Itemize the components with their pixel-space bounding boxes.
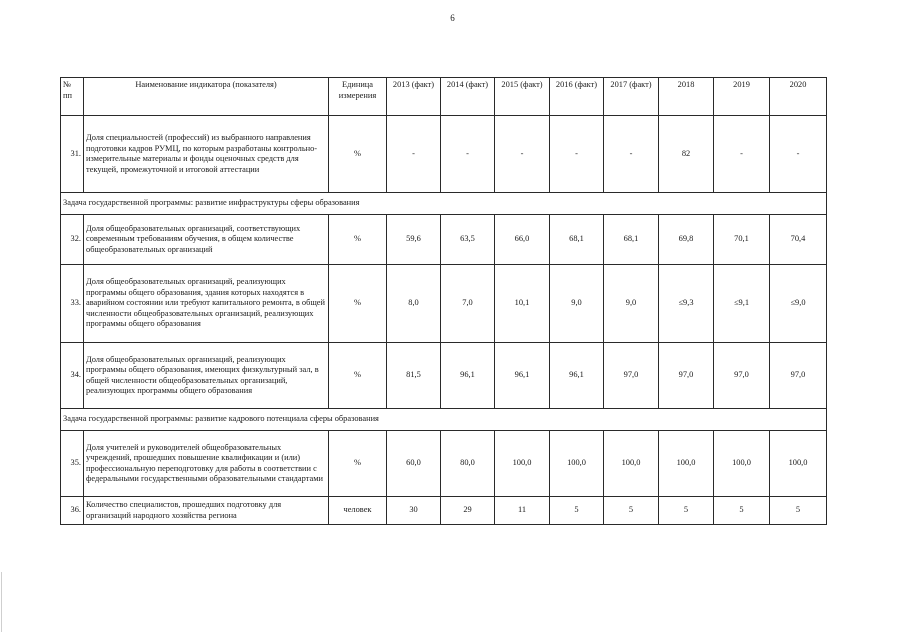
unit-cell: %	[329, 431, 387, 497]
header-num: № пп	[61, 78, 84, 116]
indicators-table	[60, 77, 827, 525]
value-2019: 70,1	[714, 215, 770, 265]
value-2018: 97,0	[659, 343, 714, 409]
indicator-name: Доля общеобразовательных организаций, соответствующих современным требованиям обучения, в общем количестве общеобразовательных организаций	[84, 215, 329, 265]
value-2016: 100,0	[550, 431, 604, 497]
row-number: 36.	[61, 497, 84, 525]
indicator-name: Доля учителей и руководителей общеобразовательных учреждений, прошедших повышение квалификации и (или) профессиональную переподготовку для работы в соответствии с федеральными государственными образовательными стандартами	[84, 431, 329, 497]
page-number: 6	[450, 13, 455, 23]
indicator-name: Количество специалистов, прошедших подготовку для организаций народного хозяйства региона	[84, 497, 329, 525]
value-2018: 82	[659, 116, 714, 193]
value-2020: 100,0	[770, 431, 827, 497]
value-2015: 10,1	[495, 265, 550, 343]
table-header-row	[61, 78, 827, 116]
table-row	[61, 265, 827, 343]
value-2017: 97,0	[604, 343, 659, 409]
value-2017: 9,0	[604, 265, 659, 343]
task-heading: Задача государственной программы: развитие инфраструктуры сферы образования	[61, 193, 827, 215]
value-2016: -	[550, 116, 604, 193]
row-number: 31.	[61, 116, 84, 193]
header-2017: 2017 (факт)	[604, 78, 659, 116]
value-2015: 96,1	[495, 343, 550, 409]
value-2013: 81,5	[387, 343, 441, 409]
value-2018: 5	[659, 497, 714, 525]
value-2014: 96,1	[441, 343, 495, 409]
header-name: Наименование индикатора (показателя)	[84, 78, 329, 116]
table-row	[61, 431, 827, 497]
table-row	[61, 343, 827, 409]
row-number: 33.	[61, 265, 84, 343]
task-row	[61, 409, 827, 431]
value-2013: -	[387, 116, 441, 193]
header-unit: Единица измерения	[329, 78, 387, 116]
header-2013: 2013 (факт)	[387, 78, 441, 116]
value-2013: 60,0	[387, 431, 441, 497]
value-2020: ≤9,0	[770, 265, 827, 343]
unit-cell: %	[329, 265, 387, 343]
value-2020: 5	[770, 497, 827, 525]
header-2016: 2016 (факт)	[550, 78, 604, 116]
value-2017: 68,1	[604, 215, 659, 265]
value-2015: 100,0	[495, 431, 550, 497]
value-2018: ≤9,3	[659, 265, 714, 343]
value-2020: -	[770, 116, 827, 193]
value-2014: 7,0	[441, 265, 495, 343]
value-2019: 97,0	[714, 343, 770, 409]
indicator-name: Доля общеобразовательных организаций, реализующих программы общего образования, здания которых находятся в аварийном состоянии или требуют капитального ремонта, в общей численности общеобразовательных организаций, реализующих программы общего образования	[84, 265, 329, 343]
table-row	[61, 215, 827, 265]
header-2015: 2015 (факт)	[495, 78, 550, 116]
task-heading: Задача государственной программы: развитие кадрового потенциала сферы образования	[61, 409, 827, 431]
value-2014: -	[441, 116, 495, 193]
table-row	[61, 497, 827, 525]
value-2016: 68,1	[550, 215, 604, 265]
unit-cell: %	[329, 343, 387, 409]
indicator-name: Доля общеобразовательных организаций, реализующих программы общего образования, имеющих физкультурный зал, в общей численности общеобразовательных организаций, реализующих программы общего образования	[84, 343, 329, 409]
header-2018: 2018	[659, 78, 714, 116]
row-number: 35.	[61, 431, 84, 497]
value-2013: 30	[387, 497, 441, 525]
value-2017: 5	[604, 497, 659, 525]
value-2015: 11	[495, 497, 550, 525]
value-2019: 100,0	[714, 431, 770, 497]
value-2018: 69,8	[659, 215, 714, 265]
row-number: 32.	[61, 215, 84, 265]
header-2014: 2014 (факт)	[441, 78, 495, 116]
task-row	[61, 193, 827, 215]
value-2019: -	[714, 116, 770, 193]
value-2015: 66,0	[495, 215, 550, 265]
header-2020: 2020	[770, 78, 827, 116]
value-2017: 100,0	[604, 431, 659, 497]
value-2016: 96,1	[550, 343, 604, 409]
indicator-name: Доля специальностей (профессий) из выбранного направления подготовки кадров РУМЦ, по которым разработаны контрольно-измерительные материалы и фонды оценочных средств для текущей, промежуточной и итоговой аттестации	[84, 116, 329, 193]
value-2016: 5	[550, 497, 604, 525]
row-number: 34.	[61, 343, 84, 409]
value-2018: 100,0	[659, 431, 714, 497]
value-2019: 5	[714, 497, 770, 525]
unit-cell: человек	[329, 497, 387, 525]
value-2013: 59,6	[387, 215, 441, 265]
value-2014: 80,0	[441, 431, 495, 497]
value-2015: -	[495, 116, 550, 193]
header-2019: 2019	[714, 78, 770, 116]
table-row	[61, 116, 827, 193]
value-2019: ≤9,1	[714, 265, 770, 343]
value-2020: 70,4	[770, 215, 827, 265]
value-2016: 9,0	[550, 265, 604, 343]
value-2017: -	[604, 116, 659, 193]
value-2014: 29	[441, 497, 495, 525]
unit-cell: %	[329, 215, 387, 265]
value-2020: 97,0	[770, 343, 827, 409]
value-2014: 63,5	[441, 215, 495, 265]
unit-cell: %	[329, 116, 387, 193]
value-2013: 8,0	[387, 265, 441, 343]
left-margin-mark	[1, 572, 2, 632]
